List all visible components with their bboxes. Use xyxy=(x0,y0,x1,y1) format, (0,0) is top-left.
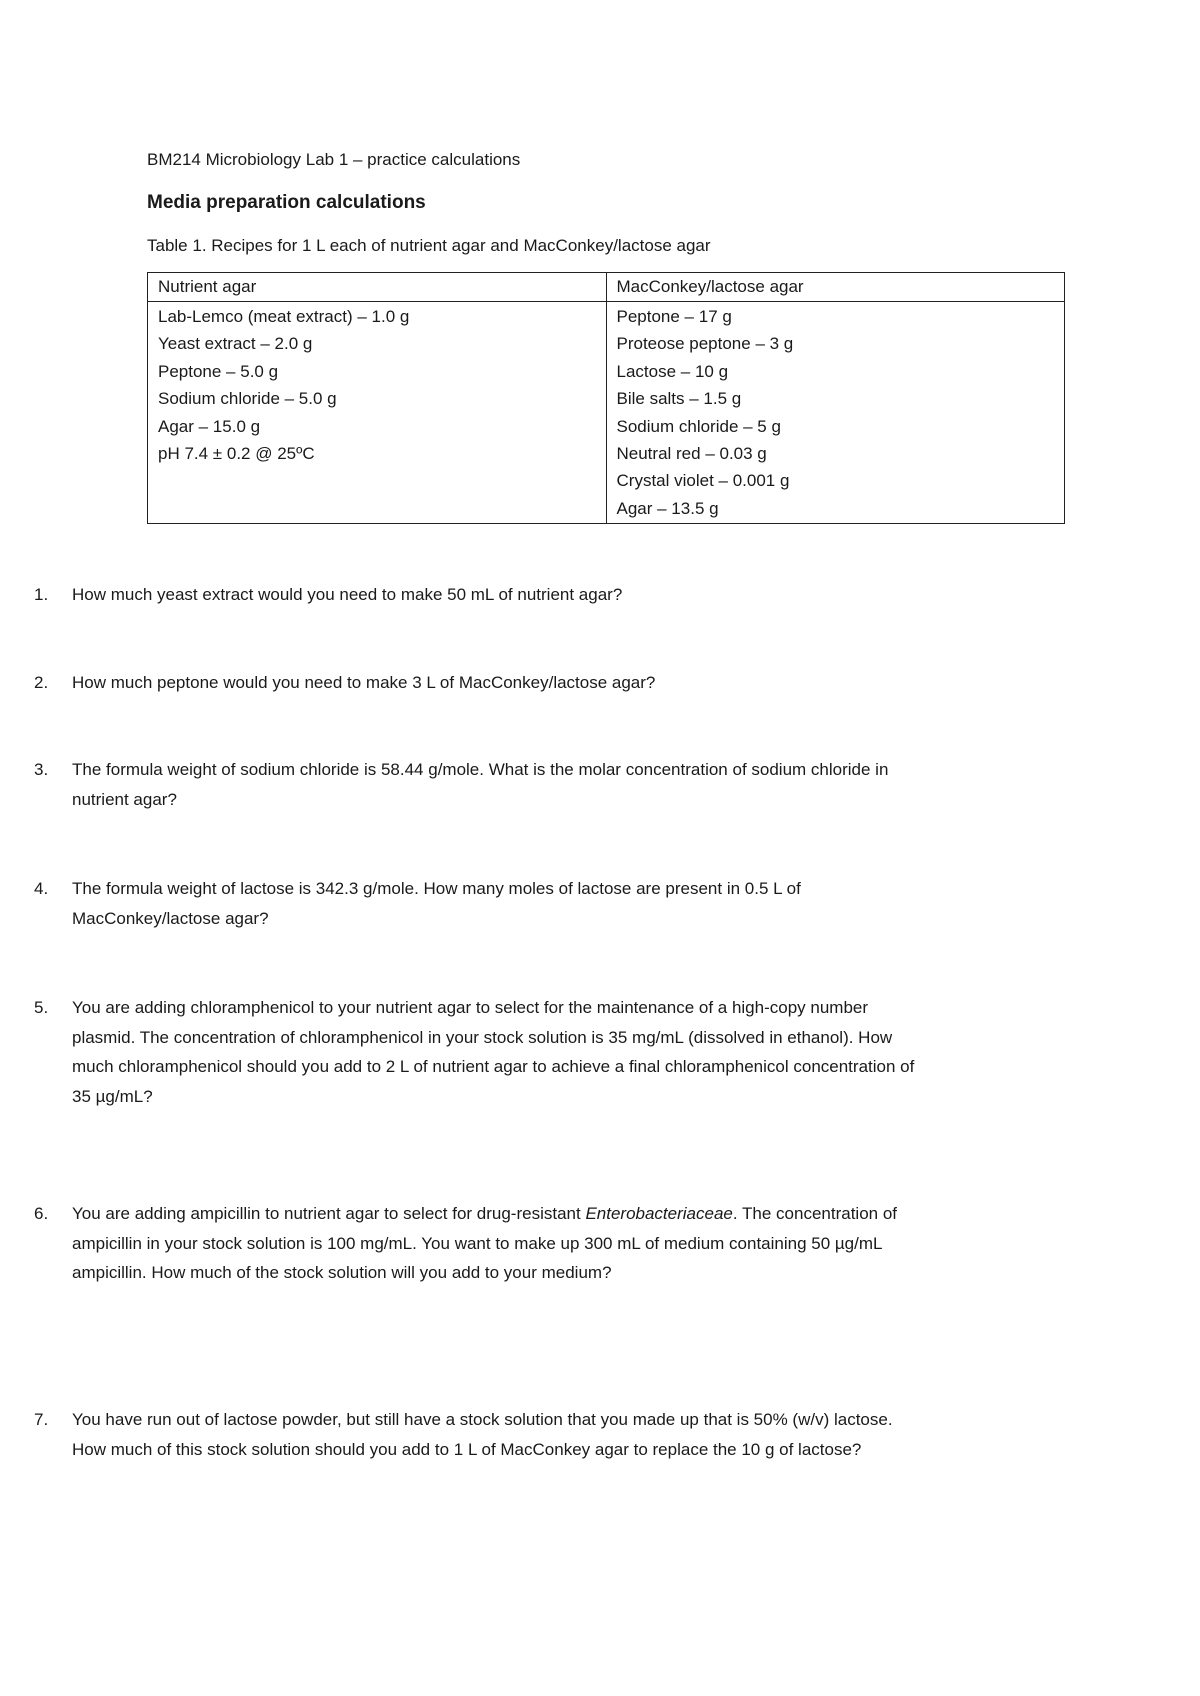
question-item xyxy=(34,1199,927,1288)
ingredient: Lab-Lemco (meat extract) – 1.0 g xyxy=(158,307,410,326)
ingredient: Agar – 13.5 g xyxy=(616,498,719,518)
question-text: You are adding chloramphenicol to your nutrient agar to select for the maintenance of a high-copy number plasmid. The concentration of chloramphenicol in your stock solution is 35 mg/mL (dissolved in ethanol). How much chloramphenicol should you add to 2 L of nutrient agar to achieve a final chloramphenicol concentration of 35 µg/mL? xyxy=(72,998,915,1106)
question-text xyxy=(72,1204,897,1282)
ingredient: pH 7.4 ± 0.2 @ 25ºC xyxy=(158,444,315,464)
header-macconkey-agar: MacConkey/lactose agar xyxy=(606,273,1065,302)
question-number: 1. xyxy=(34,585,49,604)
question-text-part: . The concentration of ampicillin in your stock solution is 100 mg/mL. You want to make up 300 mL of medium containing 50 µg/mL ampicillin. How much of the stock solution will you add to your medium? xyxy=(72,1204,897,1282)
question-item xyxy=(34,580,927,610)
macconkey-agar-ingredients xyxy=(606,302,1065,524)
question-text: You have run out of lactose powder, but still have a stock solution that you made up that is 50% (w/v) lactose. How much of this stock solution should you add to 1 L of MacConkey agar to replace the 10 g of lactose? xyxy=(72,1410,893,1459)
ingredient: Sodium chloride – 5 g xyxy=(616,416,781,436)
ingredient: Proteose peptone – 3 g xyxy=(616,334,794,354)
header-nutrient-agar: Nutrient agar xyxy=(148,273,607,302)
ingredient: Peptone – 17 g xyxy=(616,307,732,326)
ingredient: Yeast extract – 2.0 g xyxy=(158,334,313,354)
question-item xyxy=(34,668,927,698)
question-number: 7. xyxy=(34,1410,49,1429)
question-text-part: You are adding ampicillin to nutrient agar to select for drug-resistant xyxy=(72,1204,586,1223)
question-item xyxy=(34,874,927,933)
table-body-row xyxy=(148,302,1065,524)
nutrient-agar-ingredients xyxy=(148,302,607,524)
ingredient: Bile salts – 1.5 g xyxy=(616,389,742,409)
question-text: The formula weight of sodium chloride is 58.44 g/mole. What is the molar concentration of sodium chloride in nutrient agar? xyxy=(72,760,889,809)
ingredient: Agar – 15.0 g xyxy=(158,416,261,436)
question-text: The formula weight of lactose is 342.3 g/mole. How many moles of lactose are present in 0.5 L of MacConkey/lactose agar? xyxy=(72,879,801,928)
question-number: 4. xyxy=(34,879,49,898)
question-item xyxy=(34,993,927,1111)
question-number: 5. xyxy=(34,998,49,1017)
ingredient: Peptone – 5.0 g xyxy=(158,361,279,381)
organism-name: Enterobacteriaceae xyxy=(585,1204,733,1223)
section-heading: Media preparation calculations xyxy=(147,192,426,213)
table-header-row xyxy=(148,273,1065,302)
recipes-table xyxy=(147,272,1065,524)
question-item xyxy=(34,1405,927,1464)
question-text: How much yeast extract would you need to make 50 mL of nutrient agar? xyxy=(72,585,623,604)
question-number: 6. xyxy=(34,1204,49,1223)
ingredient: Neutral red – 0.03 g xyxy=(616,444,767,464)
question-number: 2. xyxy=(34,673,49,692)
question-number: 3. xyxy=(34,760,49,779)
ingredient: Lactose – 10 g xyxy=(616,361,729,381)
question-item xyxy=(34,755,927,814)
document-page xyxy=(147,146,1062,524)
document-title: BM214 Microbiology Lab 1 – practice calculations xyxy=(147,150,521,169)
table-caption: Table 1. Recipes for 1 L each of nutrient agar and MacConkey/lactose agar xyxy=(147,236,711,255)
ingredient: Sodium chloride – 5.0 g xyxy=(158,389,337,409)
ingredient: Crystal violet – 0.001 g xyxy=(616,471,790,491)
question-text: How much peptone would you need to make 3 L of MacConkey/lactose agar? xyxy=(72,673,656,692)
